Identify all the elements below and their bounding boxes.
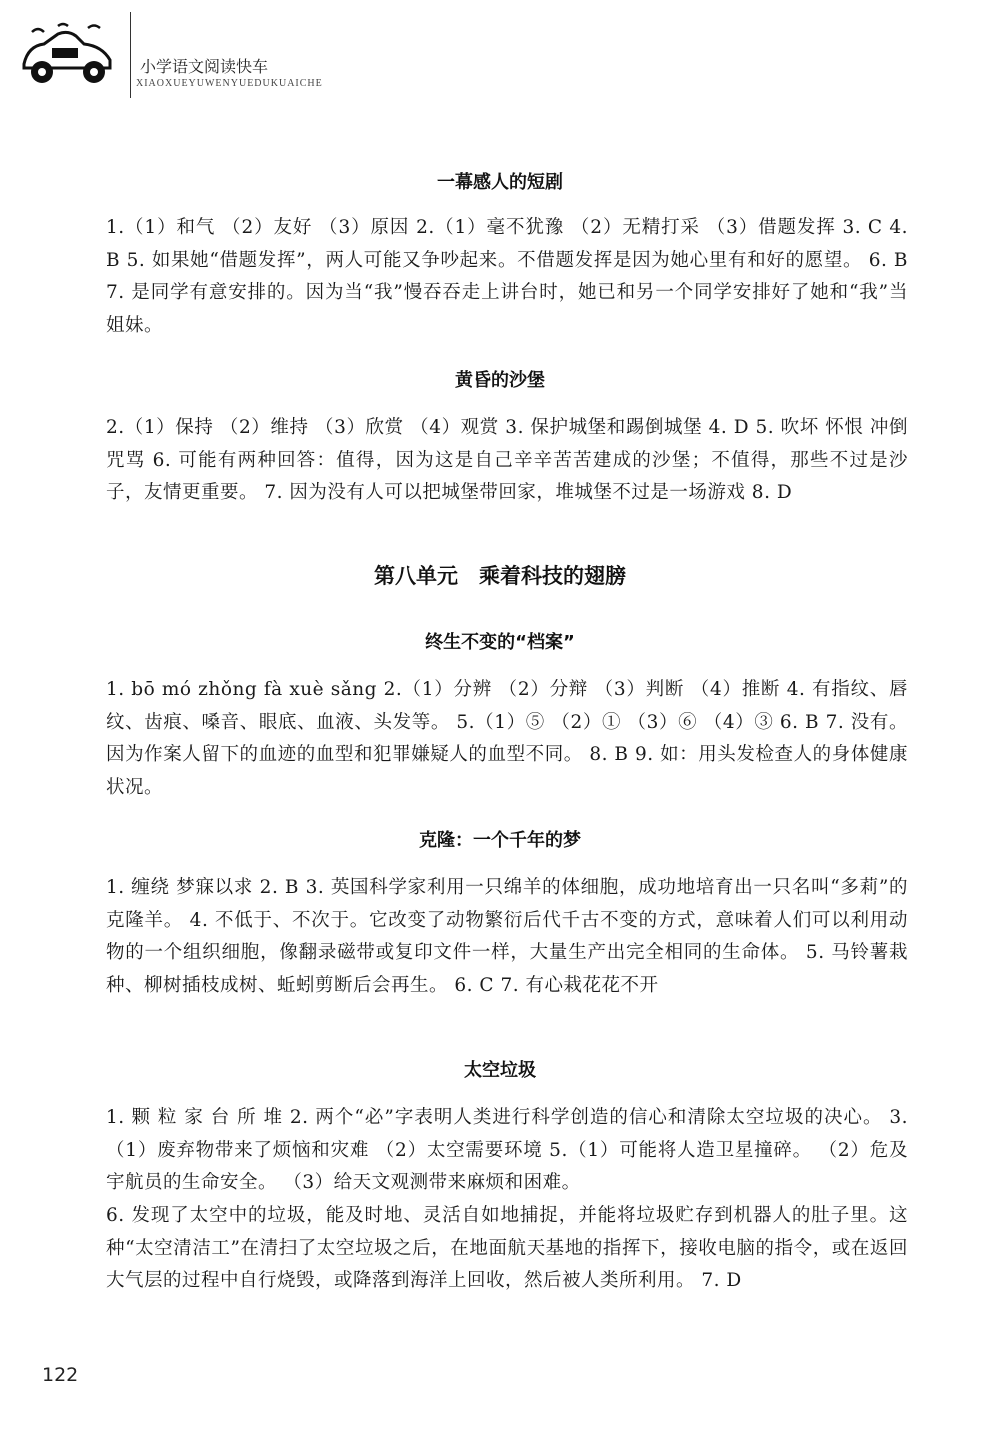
section-title: 终生不变的“档案” [425,632,575,653]
section-title: 黄昏的沙堡 [455,370,545,391]
series-title: 小学语文阅读快车 [140,57,269,76]
page-number: 122 [42,1364,79,1386]
answer-paragraph: 6. 发现了太空中的垃圾，能及时地、灵活自如地捕捉，并能将垃圾贮存到机器人的肚子里。这种“太空清洁工”在清扫了太空垃圾之后，在地面航天基地的指挥下，接收电脑的指令，或在返回大气层的过程中自行烧毁，或降落到海洋上回收，然后被人类所利用。 7. D [106,1205,908,1291]
answer-paragraph: 2.（1）保持 （2）维持 （3）欣赏 （4）观赏 3. 保护城堡和踢倒城堡 4. D 5. 吹坏 怀恨 冲倒 咒骂 6. 可能有两种回答：值得，因为这是自己辛辛苦苦建成的沙堡；不值得，那些不过是沙子，友情更重要。 7. 因为没有人可以把城堡带回家，堆城堡不过是一场游戏 8. D [106,417,908,503]
running-header [18,12,378,92]
header-divider [130,12,131,98]
answer-paragraph: 1. 颗 粒 家 台 所 堆 2. 两个“必”字表明人类进行科学创造的信心和清除太空垃圾的决心。 3.（1）废弃物带来了烦恼和灾难 （2）太空需要环境 5.（1）可能将人造卫星撞碎。 （2）危及宇航员的生命安全。 （3）给天文观测带来麻烦和困难。 [106,1107,908,1193]
section-title: 一幕感人的短剧 [437,172,563,193]
car-logo-icon [18,20,118,86]
answer-paragraph: 1.（1）和气 （2）友好 （3）原因 2.（1）毫不犹豫 （2）无精打采 （3）借题发挥 3. C 4. B 5. 如果她“借题发挥”，两人可能又争吵起来。不借题发挥是因为她心里有和好的愿望。 6. B 7. 是同学有意安排的。因为当“我”慢吞吞走上讲台时，她已和另一个同学安排好了她和“我”当姐妹。 [106,217,908,336]
unit-title: 第八单元 乘着科技的翅膀 [374,563,626,588]
section-title: 太空垃圾 [464,1060,536,1081]
answer-paragraph: 1. bō mó zhǒng fà xuè sǎng 2.（1）分辨 （2）分辩 （3）判断 （4）推断 4. 有指纹、唇纹、齿痕、嗓音、眼底、血液、头发等。 5.（1）⑤ （2）① （3）⑥ （4）③ 6. B 7. 没有。因为作案人留下的血迹的血型和犯罪嫌疑人的血型不同。 8. B 9. 如：用头发检查人的身体健康状况。 [106,679,908,798]
answer-paragraph: 1. 缠绕 梦寐以求 2. B 3. 英国科学家利用一只绵羊的体细胞，成功地培育出一只名叫“多莉”的克隆羊。 4. 不低于、不次于。它改变了动物繁衍后代千古不变的方式，意味着人们可以利用动物的一个组织细胞，像翻录磁带或复印文件一样，大量生产出完全相同的生命体。 5. 马铃薯栽种、柳树插枝成树、蚯蚓剪断后会再生。 6. C 7. 有心栽花花不开 [106,877,909,996]
section-title: 克隆：一个千年的梦 [419,830,581,851]
series-pinyin: XIAOXUEYUWENYUEDUKUAICHE [136,78,323,89]
